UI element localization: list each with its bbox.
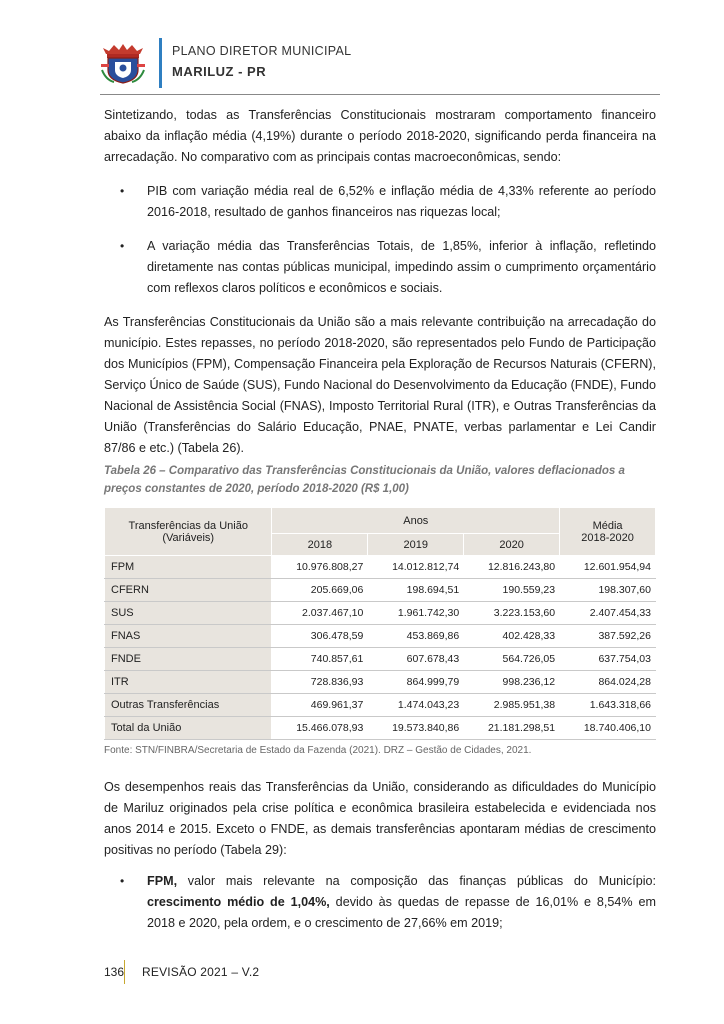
table-row-total [105, 717, 656, 740]
row-label: FNAS [105, 625, 272, 648]
cell-value: 2.985.951,38 [464, 694, 560, 717]
header-divider [100, 94, 660, 95]
cell-average: 1.643.318,66 [560, 694, 656, 717]
cell-value: 469.961,37 [272, 694, 368, 717]
paragraph-desempenhos: Os desempenhos reais das Transferências da União, considerando as dificuldades do Município de Mariluz originados pela crise política e econômica brasileira estabelecida e evidenciada nos anos 2014 e 2015. Exceto o FNDE, as demais transferências apontaram médias de crescimento positivas no período (Tabela 29): [104, 780, 656, 857]
cell-value: 21.181.298,51 [464, 717, 560, 740]
cell-value: 12.816.243,80 [464, 556, 560, 579]
header-label-transferencias: Transferências da União [128, 519, 248, 532]
municipality-name: MARILUZ - PR [172, 64, 267, 79]
document-title: PLANO DIRETOR MUNICIPAL [172, 44, 352, 58]
fpm-growth: crescimento médio de 1,04%, [147, 895, 330, 909]
cell-value: 864.999,79 [368, 671, 464, 694]
cell-average: 864.024,28 [560, 671, 656, 694]
bullet-text-transferencias: A variação média das Transferências Totais, de 1,85%, inferior à inflação, refletindo diretamente nas contas públicas municipal, impedindo assim o cumprimento orçamentário com reflexos claros políticos e econômicos e sociais. [147, 239, 656, 295]
table-header-variables [105, 508, 272, 556]
table-header-year: 2019 [368, 534, 464, 556]
table-source: Fonte: STN/FINBRA/Secretaria de Estado da Fazenda (2021). DRZ – Gestão de Cidades, 2021. [104, 745, 532, 756]
cell-value: 10.976.808,27 [272, 556, 368, 579]
bullet-icon: • [120, 184, 125, 198]
page-header [100, 38, 660, 88]
table-header-anos: Anos [272, 508, 560, 534]
paragraph-summary: Sintetizando, todas as Transferências Constitucionais mostraram comportamento financeiro abaixo da inflação média (4,19%) durante o período 2018-2020, significando perda financeira na arrecadação. No comparativo com as principais contas macroeconômicas, sendo: [104, 108, 656, 164]
list-item [120, 871, 656, 934]
table-row [105, 579, 656, 602]
table-row [105, 625, 656, 648]
cell-value: 740.857,61 [272, 648, 368, 671]
bullet-icon: • [120, 239, 125, 253]
cell-value: 2.037.467,10 [272, 602, 368, 625]
header-label-variaveis: (Variáveis) [162, 531, 215, 544]
cell-value: 728.836,93 [272, 671, 368, 694]
bullet-icon: • [120, 874, 125, 888]
cell-value: 402.428,33 [464, 625, 560, 648]
revision-label: REVISÃO 2021 – V.2 [142, 965, 260, 979]
page-number: 136 [104, 965, 125, 979]
table-row [105, 648, 656, 671]
row-label: ITR [105, 671, 272, 694]
header-label-period: 2018-2020 [581, 531, 634, 544]
cell-value: 453.869,86 [368, 625, 464, 648]
table-header-media [560, 508, 656, 556]
cell-average: 2.407.454,33 [560, 602, 656, 625]
cell-value: 998.236,12 [464, 671, 560, 694]
cell-value: 1.474.043,23 [368, 694, 464, 717]
cell-value: 3.223.153,60 [464, 602, 560, 625]
cell-average: 387.592,26 [560, 625, 656, 648]
paragraph-transferencias-uniao: As Transferências Constitucionais da União são a mais relevante contribuição na arrecadação do município. Estes repasses, no período 2018-2020, são representados pelo Fundo de Participação dos Municípios (FPM), Compensação Financeira pela Exploração de Recursos Naturais (CFERN), Serviço Único de Saúde (SUS), Fundo Nacional do Desenvolvimento da Educação (FNDE), Fundo Nacional de Assistência Social (FNAS), Imposto Territorial Rural (ITR), e Outras Transferências da União (Transferências do Salário Educação, PNAE, PNATE, verbas parlamentar e Lei Candir 87/86 e etc.) (Tabela 26). [104, 315, 656, 455]
table-caption: Tabela 26 – Comparativo das Transferências Constitucionais da União, valores deflacionados a preços constantes de 2020, período 2018-2020 (R$ 1,00) [104, 465, 625, 495]
bullet-text-fpm [147, 871, 656, 934]
fpm-label: FPM, [147, 874, 178, 888]
header-accent-bar [159, 38, 162, 88]
cell-value: 205.669,06 [272, 579, 368, 602]
fpm-text-2: devido às quedas de repasse de 16,01% e 8,54% em 2018 e 2020, pela ordem, e o crescimento de 27,66% em 2019; [147, 895, 656, 930]
cell-value: 190.559,23 [464, 579, 560, 602]
cell-value: 19.573.840,86 [368, 717, 464, 740]
cell-value: 564.726,05 [464, 648, 560, 671]
transfers-table [104, 507, 656, 740]
cell-value: 306.478,59 [272, 625, 368, 648]
cell-value: 607.678,43 [368, 648, 464, 671]
table-row [105, 671, 656, 694]
cell-average: 18.740.406,10 [560, 717, 656, 740]
table-row [105, 602, 656, 625]
row-label: FNDE [105, 648, 272, 671]
cell-value: 14.012.812,74 [368, 556, 464, 579]
cell-average: 198.307,60 [560, 579, 656, 602]
row-label: SUS [105, 602, 272, 625]
municipal-crest-icon [100, 40, 146, 84]
table-header-year: 2018 [272, 534, 368, 556]
fpm-text-1: valor mais relevante na composição das finanças públicas do Município: [177, 874, 656, 888]
table-row [105, 556, 656, 579]
cell-value: 15.466.078,93 [272, 717, 368, 740]
table-header-year: 2020 [464, 534, 560, 556]
list-item [120, 181, 656, 223]
row-label: Total da União [105, 717, 272, 740]
header-label-media: Média [592, 519, 623, 532]
cell-average: 12.601.954,94 [560, 556, 656, 579]
cell-average: 637.754,03 [560, 648, 656, 671]
row-label: FPM [105, 556, 272, 579]
footer-divider [124, 960, 125, 984]
list-item [120, 236, 656, 299]
bullet-text-pib: PIB com variação média real de 6,52% e inflação média de 4,33% referente ao período 2016-2018, resultado de ganhos financeiros nas riquezas local; [147, 184, 656, 219]
table-row [105, 694, 656, 717]
row-label: CFERN [105, 579, 272, 602]
cell-value: 1.961.742,30 [368, 602, 464, 625]
row-label: Outras Transferências [105, 694, 272, 717]
cell-value: 198.694,51 [368, 579, 464, 602]
